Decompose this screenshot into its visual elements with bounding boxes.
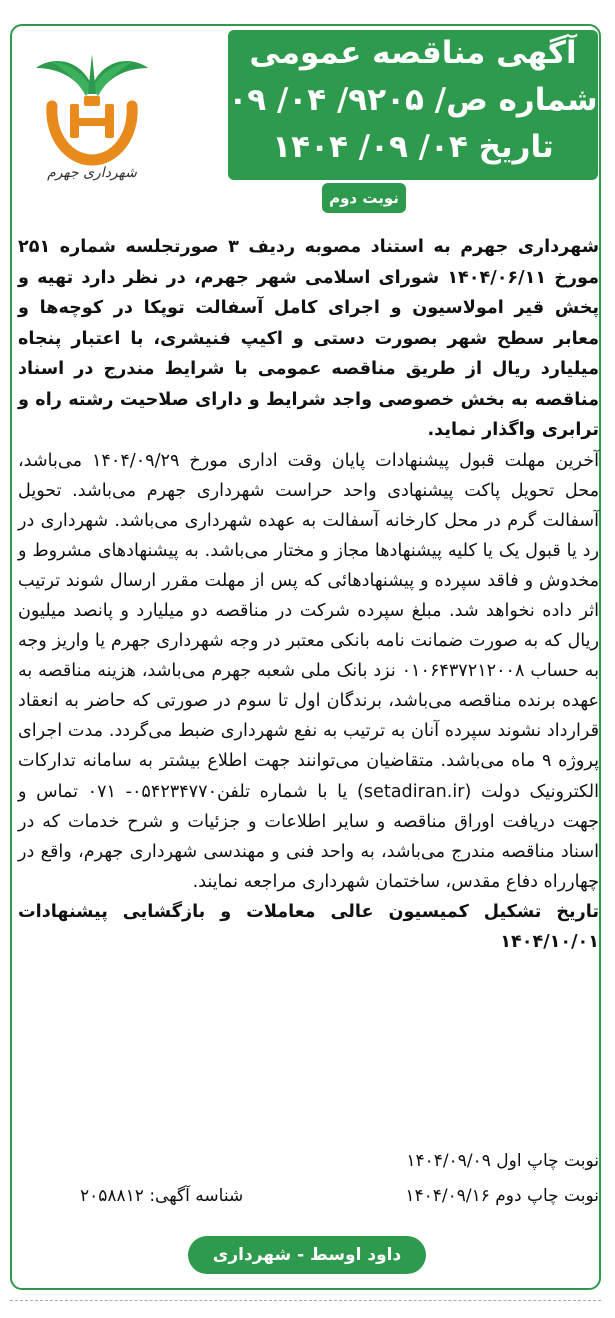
commission-date: تاریخ تشکیل کمیسیون عالی معاملات و بازگشایی پیشنهادات ۱۴۰۴/۱۰/۰۱ xyxy=(18,901,599,953)
notice-title: آگهی مناقصه عمومی xyxy=(249,35,577,71)
details-paragraph: آخرین مهلت قبول پیشنهادات پایان وقت اداری مورخ ۱۴۰۴/۰۹/۲۹ می‌باشد، محل تحویل پاکت پیشنهادی واحد حراست شهرداری جهرم می‌باشد. تحویل آسفالت گرم در محل کارخانه آسفالت به عهده شهرداری می‌باشد. شهرداری در رد یا قبول یک یا کلیه پیشنهادها مجاز و مختار می‌باشد. به پیشنهادهای مشروط و مخدوش و فاقد سپرده و پیشنهادهائی که پس از مهلت مقرر ارسال شوند ترتیب اثر داده نخواهد شد. مبلغ سپرده شرکت در مناقصه دو میلیارد و پانصد میلیون ریال که به صورت ضمانت نامه بانکی معتبر در وجه شهرداری جهرم یا واریز وجه به حساب ۰۱۰۶۴۳۷۲۱۲۰۰۸ نزد بانک ملی شعبه جهرم می‌باشد، هزینه مناقصه به عهده برنده مناقصه می‌باشد، برندگان اول تا سوم در صورتی که حاضر به انعقاد قرارداد نشوند سپرده آنان به ترتیب به نفع شهرداری ضبط می‌گردد. مدت اجرای پروژه ۹ ماه می‌باشد. متقاضیان می‌توانند جهت اطلاع بیشتر به سامانه تدارکات الکترونیک دولت (setadiran.ir) یا با شماره تلفن۰۵۴۲۳۴۷۷۰- ۰۷۱ تماس و جهت دریافت اوراق مناقصه و سایر اطلاعات و جزئیات و شرح خدمات که در اسناد مناقصه مندرج می‌باشد، به واحد فنی و مهندسی شهرداری جهرم، واقع در چهارراه دفاع مقدس، ساختمان شهرداری مراجعه نمایند. xyxy=(18,450,599,892)
ad-id: شناسه آگهی: ۲۰۵۸۸۱۲ xyxy=(80,1186,244,1206)
intro-paragraph: شهرداری جهرم به استناد مصوبه ردیف ۳ صورتجلسه شماره ۲۵۱ مورخ ۱۴۰۴/۰۶/۱۱ شورای اسلامی شهر جهرم، در نظر دارد تهیه و پخش قیر امولاسیون و اجرای کامل آسفالت توپکا در کوچه‌ها و معابر سطح شهر بصورت دستی و اکیپ فنیشری، با اعتبار پنجاه میلیارد ریال از طریق مناقصه عمومی با شرایط مندرج در اسناد مناقصه به بخش خصوصی واجد شرایط و دارای صلاحیت رشته راه و ترابری واگذار نماید. xyxy=(18,237,599,440)
logo-caption: شهرداری جهرم xyxy=(47,165,137,181)
notice-body xyxy=(18,232,599,958)
round-badge: نوبت دوم xyxy=(322,183,406,213)
bottom-divider xyxy=(10,1300,601,1301)
first-print-date: نوبت چاپ اول ۱۴۰۴/۰۹/۰۹ xyxy=(406,1151,599,1171)
notice-number: شماره ص/ ۹۲۰۵/ ۰۴/ ۰۹ xyxy=(228,82,598,118)
notice-date: تاریخ ۰۴/ ۰۹/ ۱۴۰۴ xyxy=(272,129,554,165)
second-print-date: نوبت چاپ دوم ۱۴۰۴/۰۹/۱۶ xyxy=(405,1186,599,1206)
logo-emblem-icon xyxy=(22,48,162,168)
notice-title-box xyxy=(228,30,598,180)
signature-badge: داود اوسط - شهرداری جهرم xyxy=(188,1236,426,1274)
